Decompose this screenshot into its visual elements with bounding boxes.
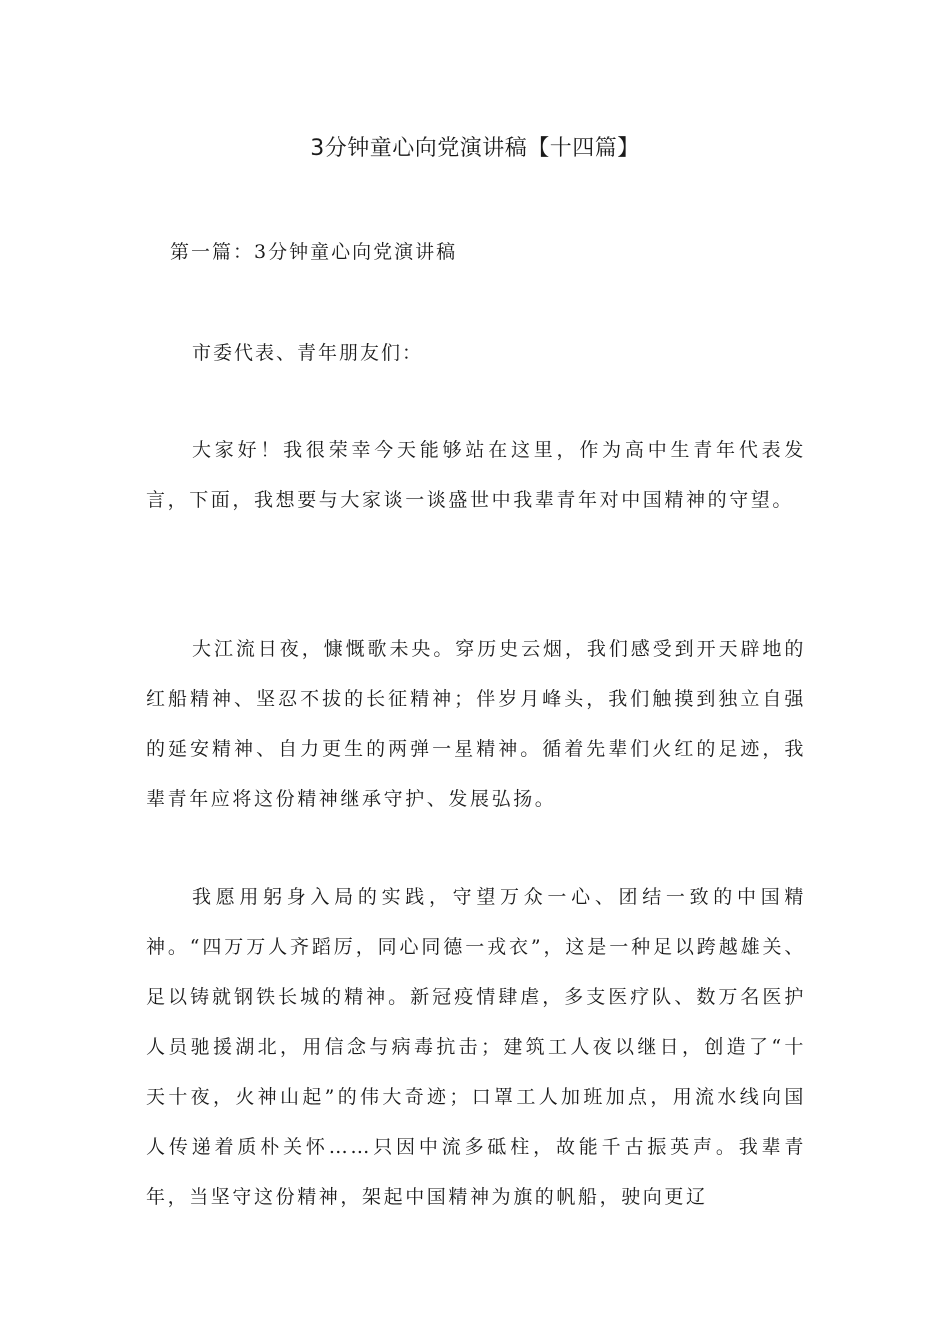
section-heading: 第一篇：3分钟童心向党演讲稿 — [170, 241, 458, 263]
paragraph-3: 我愿用躬身入局的实践，守望万众一心、团结一致的中国精神。“四万万人齐蹈厉，同心同德一戎衣”，这是一种足以跨越雄关、足以铸就钢铁长城的精神。新冠疫情肆虐，多支医疗队、数万名医护人员驰援湖北，用信念与病毒抗击；建筑工人夜以继日，创造了“十天十夜，火神山起”的伟大奇迹；口罩工人加班加点，用流水线向国人传递着质朴关怀……只因中流多砥柱，故能千古振英声。我辈青年，当坚守这份精神，架起中国精神为旗的帆船，驶向更辽 — [146, 886, 806, 1208]
paragraph-1: 大家好！我很荣幸今天能够站在这里，作为高中生青年代表发言，下面，我想要与大家谈一谈盛世中我辈青年对中国精神的守望。 — [146, 439, 806, 511]
document-title: 3分钟童心向党演讲稿【十四篇】 — [310, 136, 640, 161]
paragraph-2: 大江流日夜，慷慨歌未央。穿历史云烟，我们感受到开天辟地的红船精神、坚忍不拔的长征精神；伴岁月峰头，我们触摸到独立自强的延安精神、自力更生的两弹一星精神。循着先辈们火红的足迹，我辈青年应将这份精神继承守护、发展弘扬。 — [146, 638, 806, 810]
salutation: 市委代表、青年朋友们： — [192, 342, 424, 364]
